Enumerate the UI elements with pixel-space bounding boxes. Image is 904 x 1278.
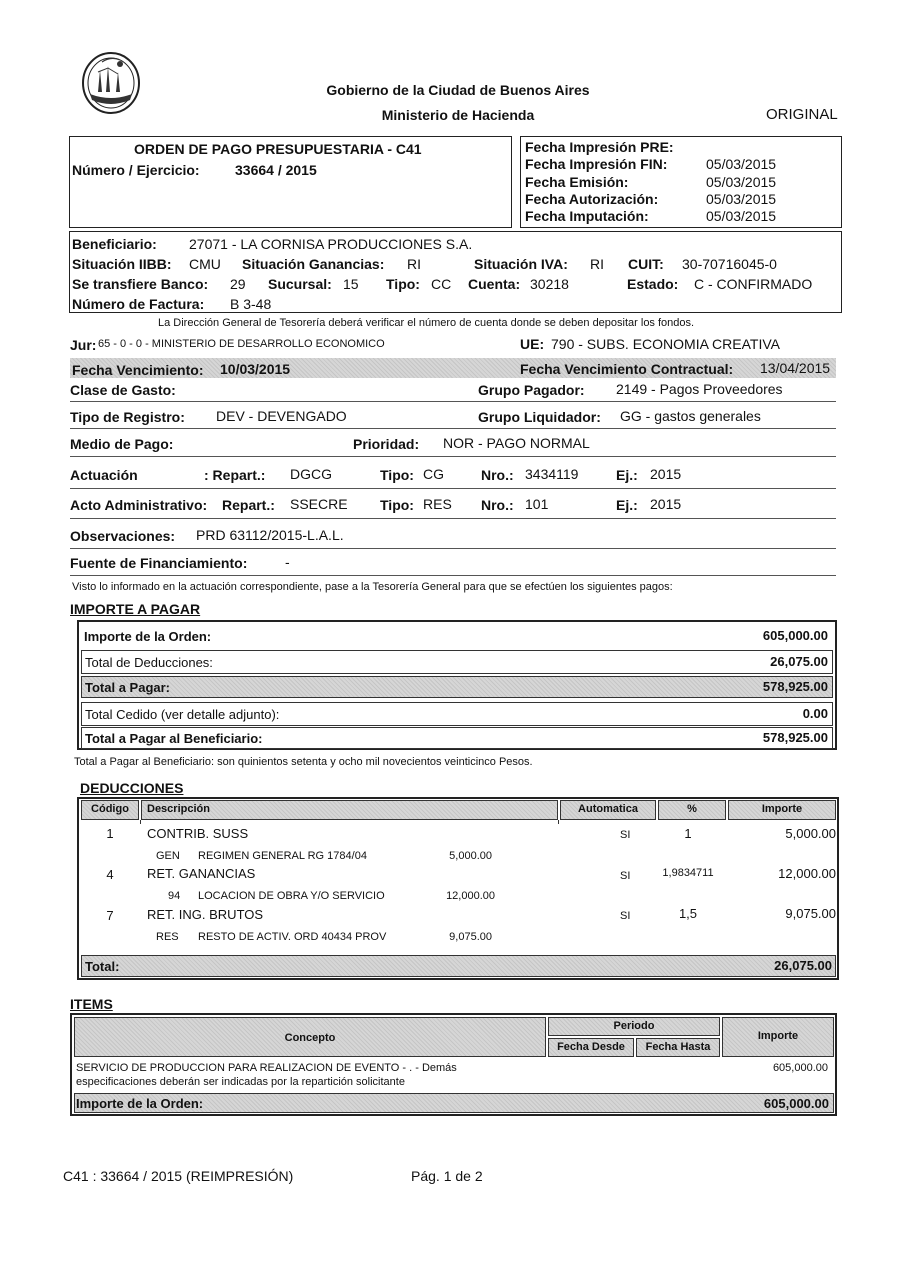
divider (70, 518, 836, 519)
total-pagar-value: 578,925.00 (762, 679, 828, 694)
deducciones-total-value: 26,075.00 (774, 958, 832, 973)
org-name: Gobierno de la Ciudad de Buenos Aires (326, 82, 590, 98)
grupo-liquidador-value: GG - gastos generales (620, 408, 761, 424)
total-cedido-value: 0.00 (802, 706, 828, 721)
ded-row-2-pct: 1,9834711 (662, 867, 714, 879)
ue-value: 790 - SUBS. ECONOMIA CREATIVA (551, 336, 780, 352)
item-concepto-line2: especificaciones deberán ser indicadas por la repartición solicitante (76, 1076, 405, 1088)
tesoreria-note: La Dirección General de Tesorería deberá verificar el número de cuenta donde se deben depositar los fondos. (158, 317, 695, 329)
footer-doc-ref: C41 : 33664 / 2015 (REIMPRESIÓN) (63, 1168, 294, 1184)
vencimiento-value: 10/03/2015 (220, 361, 291, 377)
importe-orden-value: 605,000.00 (762, 628, 828, 643)
ded-row-1-descripcion: CONTRIB. SUSS (147, 826, 249, 841)
ded-row-3-importe: 9,075.00 (785, 906, 836, 921)
cuit-label: CUIT: (628, 256, 664, 272)
estado-label: Estado: (627, 276, 679, 292)
importe-orden-label: Importe de la Orden: (84, 629, 212, 644)
ded-row-3-codigo: 7 (106, 908, 114, 923)
observaciones-value: PRD 63112/2015-L.A.L. (196, 527, 344, 543)
cuit-value: 30-70716045-0 (682, 256, 777, 272)
order-number-value: 33664 / 2015 (235, 162, 317, 178)
ded-row-1-sub-amount: 5,000.00 (449, 850, 492, 862)
actuacion-tipo-value: CG (423, 466, 444, 482)
iibb-label: Situación IIBB: (72, 256, 172, 272)
ministry-name: Ministerio de Hacienda (381, 107, 535, 123)
ded-row-2-sub-amount: 12,000.00 (446, 890, 495, 902)
th-item-importe-label: Importe (757, 1030, 799, 1042)
ded-row-1-codigo: 1 (106, 826, 114, 841)
th-periodo-label: Periodo (613, 1020, 655, 1032)
divider (70, 456, 836, 457)
th-descripcion-label: Descripción (147, 803, 210, 815)
divider (70, 575, 836, 576)
iva-value: RI (590, 256, 604, 272)
divider (70, 401, 836, 402)
th-concepto-label: Concepto (284, 1032, 336, 1044)
divider (70, 548, 836, 549)
th-pct-label: % (687, 803, 697, 815)
footer-page: Pág. 1 de 2 (411, 1168, 483, 1184)
jur-value: 65 - 0 - 0 - MINISTERIO DE DESARROLLO ECONOMICO (98, 338, 385, 350)
estado-value: C - CONFIRMADO (694, 276, 813, 292)
acto-tipo-label: Tipo: (380, 497, 414, 513)
order-title: ORDEN DE PAGO PRESUPUESTARIA - C41 (134, 141, 422, 157)
th-automatica-label: Automatica (578, 803, 638, 815)
items-heading: ITEMS (70, 996, 113, 1012)
date-autorizacion-value: 05/03/2015 (706, 191, 777, 207)
ded-row-2-importe: 12,000.00 (778, 866, 836, 881)
order-number-label: Número / Ejercicio: (72, 162, 200, 178)
vencimiento-contractual-label: Fecha Vencimiento Contractual: (520, 361, 734, 377)
beneficiary-label: Beneficiario: (72, 236, 157, 252)
ded-row-3-automatica: SI (620, 910, 631, 922)
ded-row-3-sub-desc: RESTO DE ACTIV. ORD 40434 PROV (198, 931, 387, 943)
total-deducciones-value: 26,075.00 (770, 654, 828, 669)
ded-row-3-pct: 1,5 (678, 906, 698, 921)
acto-ej-value: 2015 (650, 496, 682, 512)
item-concepto-line1: SERVICIO DE PRODUCCION PARA REALIZACION DE EVENTO - . - Demás (76, 1062, 457, 1074)
ded-row-2-codigo: 4 (106, 867, 114, 882)
sucursal-value: 15 (343, 276, 359, 292)
tipo-registro-value: DEV - DEVENGADO (216, 408, 347, 424)
ded-row-2-sub-code: 94 (168, 890, 181, 902)
ded-row-2-automatica: SI (620, 870, 631, 882)
actuacion-label: Actuación (70, 467, 138, 483)
th-fecha-desde-label: Fecha Desde (557, 1041, 625, 1053)
acto-repart-label: Repart.: (222, 497, 275, 513)
fuente-value: - (285, 554, 290, 570)
items-total-value: 605,000.00 (763, 1096, 829, 1111)
ded-row-1-sub-code: GEN (156, 850, 180, 862)
cuenta-value: 30218 (530, 276, 569, 292)
date-emision-label: Fecha Emisión: (525, 174, 629, 190)
ded-row-1-importe: 5,000.00 (785, 826, 836, 841)
importe-letras: Total a Pagar al Beneficiario: son quinientos setenta y ocho mil novecientos veinticinco Pesos. (74, 756, 533, 768)
divider (70, 428, 836, 429)
grupo-pagador-label: Grupo Pagador: (478, 382, 585, 398)
items-total-label: Importe de la Orden: (76, 1096, 204, 1111)
city-seal-logo (80, 50, 142, 116)
actuacion-nro-label: Nro.: (481, 467, 514, 483)
prioridad-value: NOR - PAGO NORMAL (443, 435, 590, 451)
th-importe-label: Importe (761, 803, 803, 815)
total-cedido-label: Total Cedido (ver detalle adjunto): (85, 707, 280, 722)
medio-pago-label: Medio de Pago: (70, 436, 174, 452)
date-imputacion-label: Fecha Imputación: (525, 208, 649, 224)
actuacion-repart-label: : Repart.: (204, 467, 266, 483)
factura-value: B 3-48 (230, 296, 272, 312)
prioridad-label: Prioridad: (353, 436, 420, 452)
actuacion-nro-value: 3434119 (525, 466, 579, 482)
col-sep (140, 820, 141, 824)
deducciones-table (77, 797, 839, 980)
actuacion-ej-value: 2015 (650, 466, 682, 482)
jur-label: Jur: (70, 337, 97, 353)
ded-row-3-sub-code: RES (156, 931, 179, 943)
grupo-pagador-value: 2149 - Pagos Proveedores (616, 381, 783, 397)
ded-row-3-sub-amount: 9,075.00 (449, 931, 492, 943)
fuente-label: Fuente de Financiamiento: (70, 555, 248, 571)
date-imputacion-value: 05/03/2015 (706, 208, 777, 224)
date-pre-label: Fecha Impresión PRE: (525, 139, 674, 155)
banco-label: Se transfiere Banco: (72, 276, 209, 292)
beneficiary-value: 27071 - LA CORNISA PRODUCCIONES S.A. (189, 236, 473, 252)
ue-label: UE: (520, 336, 545, 352)
cuenta-label: Cuenta: (468, 276, 521, 292)
sucursal-label: Sucursal: (268, 276, 332, 292)
deducciones-total-label: Total: (85, 959, 120, 974)
acto-tipo-value: RES (423, 496, 452, 512)
total-pagar-label: Total a Pagar: (85, 680, 171, 695)
date-autorizacion-label: Fecha Autorización: (525, 191, 659, 207)
vencimiento-label: Fecha Vencimiento: (72, 362, 204, 378)
visto-note: Visto lo informado en la actuación correspondiente, pase a la Tesorería General para que se efectúen los siguientes pagos: (72, 581, 673, 593)
iva-label: Situación IVA: (474, 256, 568, 272)
clase-gasto-label: Clase de Gasto: (70, 382, 176, 398)
banco-value: 29 (230, 276, 246, 292)
total-beneficiario-label: Total a Pagar al Beneficiario: (85, 731, 263, 746)
tipo-cuenta-label: Tipo: (386, 276, 420, 292)
date-emision-value: 05/03/2015 (706, 174, 777, 190)
observaciones-label: Observaciones: (70, 528, 176, 544)
col-sep (558, 820, 559, 824)
total-deducciones-label: Total de Deducciones: (85, 655, 213, 670)
ded-row-2-sub-desc: LOCACION DE OBRA Y/O SERVICIO (198, 890, 385, 902)
factura-label: Número de Factura: (72, 296, 205, 312)
date-fin-value: 05/03/2015 (706, 156, 777, 172)
date-fin-label: Fecha Impresión FIN: (525, 156, 668, 172)
importe-heading: IMPORTE A PAGAR (70, 601, 201, 617)
ganancias-label: Situación Ganancias: (242, 256, 385, 272)
th-fecha-hasta-label: Fecha Hasta (645, 1041, 711, 1053)
acto-ej-label: Ej.: (616, 497, 638, 513)
actuacion-ej-label: Ej.: (616, 467, 638, 483)
copy-label: ORIGINAL (766, 106, 838, 123)
tipo-registro-label: Tipo de Registro: (70, 409, 185, 425)
grupo-liquidador-label: Grupo Liquidador: (478, 409, 601, 425)
item-importe: 605,000.00 (772, 1062, 828, 1074)
divider (70, 488, 836, 489)
ded-row-2-descripcion: RET. GANANCIAS (147, 866, 256, 881)
vencimiento-contractual-value: 13/04/2015 (760, 360, 831, 376)
acto-label: Acto Administrativo: (70, 497, 208, 513)
iibb-value: CMU (189, 256, 221, 272)
acto-repart-value: SSECRE (290, 496, 348, 512)
ded-row-1-automatica: SI (620, 829, 631, 841)
total-beneficiario-value: 578,925.00 (762, 730, 828, 745)
actuacion-tipo-label: Tipo: (380, 467, 414, 483)
ded-row-3-descripcion: RET. ING. BRUTOS (147, 907, 264, 922)
actuacion-repart-value: DGCG (290, 466, 332, 482)
th-codigo-label: Código (91, 803, 129, 815)
acto-nro-value: 101 (525, 496, 549, 512)
ganancias-value: RI (407, 256, 421, 272)
tipo-cuenta-value: CC (431, 276, 452, 292)
deducciones-heading: DEDUCCIONES (80, 780, 184, 796)
ded-row-1-sub-desc: REGIMEN GENERAL RG 1784/04 (198, 850, 367, 862)
acto-nro-label: Nro.: (481, 497, 514, 513)
ded-row-1-pct: 1 (684, 826, 692, 841)
